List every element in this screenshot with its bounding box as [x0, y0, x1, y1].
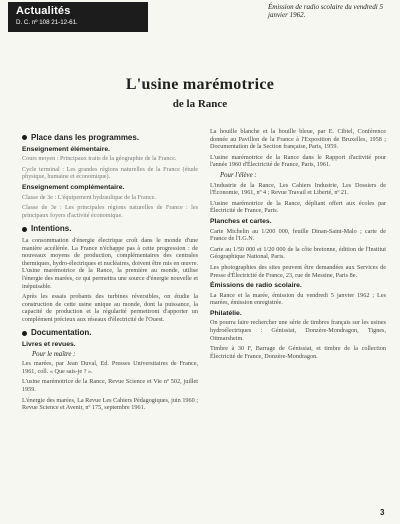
- paragraph: La consommation d'énergie électrique croît dans le monde d'une manière accélérée. La France n'échappe pas à cette progression : de nouveaux moyens de production, complémentaires des centrales thermiques, hydro-électriques et nucléaires, doivent être mis en œuvre. L'usine marémotrice de la Rance, la première au monde, utilise l'énergie des marées, ce qui permettra une source d'énergie nouvelle et inépuisable.: [22, 236, 198, 290]
- top-band: [0, 0, 400, 34]
- paragraph: L'usine marémotrice de la Rance dans le Rapport d'activité pour l'année 1960 d'Électricité de France, Paris, 1961.: [210, 153, 386, 169]
- bullet-icon: [22, 135, 27, 140]
- right-column: [210, 128, 386, 363]
- subheading: Planches et cartes.: [210, 217, 272, 225]
- page-subtitle: de la Rance: [172, 98, 228, 110]
- section-heading-documentation: Documentation.: [22, 329, 198, 337]
- subheading: Enseignement complémentaire.: [22, 183, 125, 191]
- actualites-tab: [8, 2, 148, 32]
- bullet-icon: [22, 227, 27, 232]
- paragraph: Cycle terminal : Les grandes régions naturelles de la France (étude physique, humaine et économique).: [22, 165, 198, 181]
- paragraph: L'usine marémotrice de la Rance, Revue Science et Vie nº 502, juillet 1959.: [22, 378, 198, 394]
- italic-heading: Pour l'élève :: [220, 171, 257, 179]
- reference-line: D. C. nº 108 21-12-61.: [16, 19, 78, 26]
- paragraph: On pourra faire rechercher une série de timbres français sur les usines hydroélectriques : Génissiat, Donzère-Mondragon, Tignes, Ottmarsheim.: [210, 319, 386, 342]
- section-label: Actualités: [16, 5, 71, 17]
- subheading: Enseignement élémentaire.: [22, 145, 111, 153]
- subheading: Philatélie.: [210, 309, 242, 317]
- subheading: Livres et revues.: [22, 341, 76, 349]
- bullet-icon: [22, 331, 27, 336]
- section-heading-programmes: Place dans les programmes.: [22, 134, 198, 142]
- page-number: 3: [380, 508, 385, 517]
- emission-note: Émission de radio scolaire du vendredi 5 janvier 1962.: [268, 3, 383, 19]
- paragraph: L'industrie de la Rance, Les Cahiers Industrie, Les Dossiers de l'Économie, 1961, nº 4 ; Revue Travail et Liberté, nº 21.: [210, 181, 386, 197]
- section-heading-intentions: Intentions.: [22, 225, 198, 233]
- paragraph: La Rance et la marée, émission du vendredi 5 janvier 1962 ; Les marées, émission enregistrée.: [210, 291, 386, 307]
- paragraph: Carte Michelin au 1/200 000, feuille Dinan-Saint-Malo ; carte de France de l'I.G.N.: [210, 227, 386, 243]
- paragraph: Classe de 3e : L'équipement hydraulique de la France.: [22, 193, 156, 201]
- paragraph: Les marées, par Jean Duval, Ed. Presses Universitaires de France, 1961, coll. « Que sais-je ? ».: [22, 360, 198, 375]
- paragraph: Classe de 3e : Les principales régions naturelles de France : les principaux foyers d'activité économique.: [22, 204, 198, 219]
- left-column: [22, 128, 198, 415]
- paragraph: Cours moyen : Principaux traits de la géographie de la France.: [22, 155, 177, 163]
- subheading: Émissions de radio scolaire.: [210, 282, 302, 290]
- page-title: L'usine marémotrice: [125, 76, 275, 93]
- paragraph: L'énergie des marées, La Revue Les Cahiers Pédagogiques, juin 1960 ; Revue Science et Avenir, nº 175, septembre 1961.: [22, 396, 198, 412]
- paragraph: La houille blanche et la houille bleue, par E. Cibiel, Conférence donnée au Pavillon de la France à l'Exposition de Bruxelles, 1958 ; Documentation de la Section française, Paris, 1959.: [210, 128, 386, 151]
- paragraph: Après les essais probants des turbines réversibles, on étudie la construction de cette usine unique au monde, dont la puissance, la capacité de production et la régularité permettront d'apporter un complément précieux aux réseaux d'électricité de l'Ouest.: [22, 293, 198, 323]
- paragraph: Timbre à 30 F, Barrage de Génissiat, et timbre de la collection Électricité de France, Donzère-Mondragon.: [210, 345, 386, 360]
- paragraph: Carte au 1/50 000 et 1/20 000 de la côte bretonne, édition de l'Institut Géographique National, Paris.: [210, 245, 386, 261]
- paragraph: Les photographies des sites peuvent être demandées aux Services de Presse d'Électricité de France, 23, rue de Messine, Paris 8e.: [210, 263, 386, 279]
- italic-heading: Pour le maître :: [32, 350, 76, 358]
- paragraph: L'usine marémotrice de la Rance, dépliant offert aux écoles par Électricité de France, Paris.: [210, 199, 386, 215]
